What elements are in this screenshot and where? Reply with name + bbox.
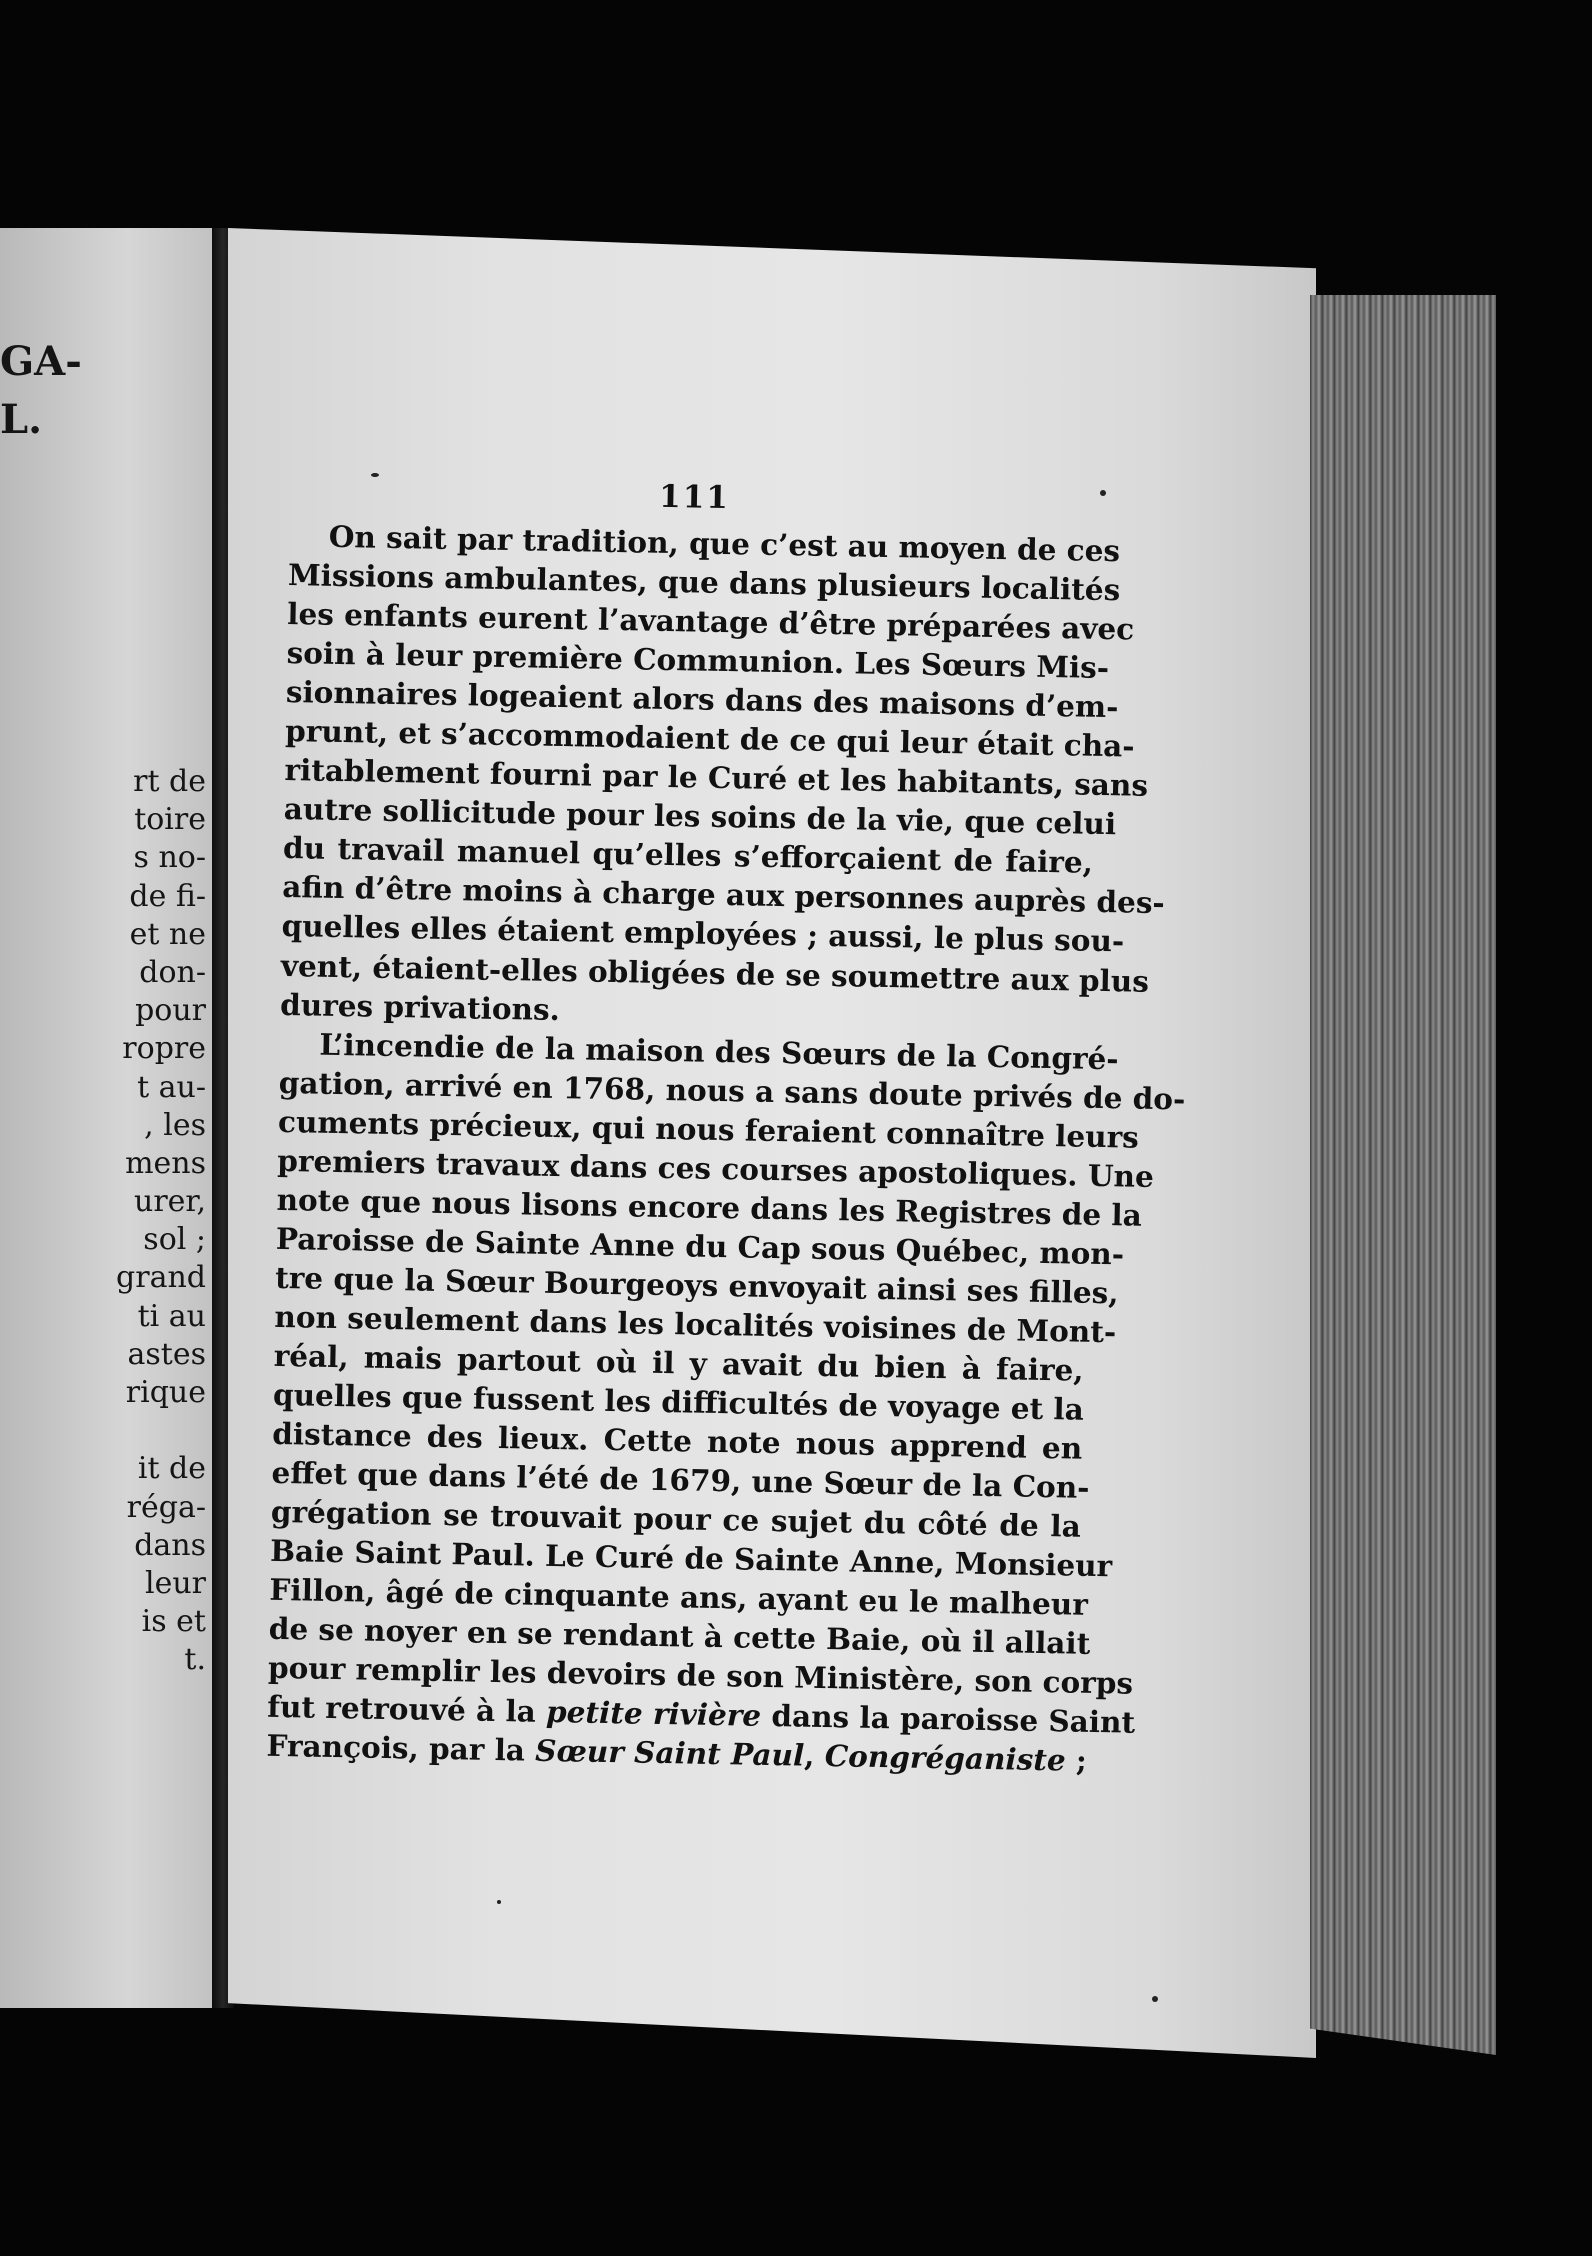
left-text-line: mens <box>125 1145 206 1181</box>
left-text-line: urer, <box>134 1184 206 1220</box>
text-line: Paroisse de Sainte Anne du Cap sous Québec, mon- <box>275 1220 1125 1272</box>
paragraph-1 <box>279 516 1166 1038</box>
ink-speck <box>497 1900 501 1904</box>
text-line: sionnaires logeaient alors dans des maisons d’em- <box>285 674 1119 725</box>
page-number: 111 <box>658 478 731 517</box>
left-facing-page <box>0 228 212 2008</box>
text-line: soin à leur première Communion. Les Sœurs Mis- <box>286 635 1110 686</box>
text-line: fut retrouvé à la petite rivière dans la paroisse Saint <box>267 1689 1136 1741</box>
text-line: autre sollicitude pour les soins de la vie, que celui <box>283 791 1117 842</box>
text-line: cuments précieux, qui nous feraient connaître leurs <box>277 1103 1140 1155</box>
left-heading-line-2: L. <box>0 396 43 443</box>
text-line: quelles elles étaient employées ; aussi, le plus sou- <box>281 908 1125 959</box>
left-text-line: , les <box>144 1107 206 1143</box>
text-line: vent, étaient-elles obligées de se soumettre aux plus <box>280 947 1150 999</box>
left-text-line: et ne <box>129 916 206 952</box>
left-text-line: t au- <box>137 1069 206 1105</box>
text-line: pour remplir les devoirs de son Ministère, son corps <box>267 1650 1134 1702</box>
text-line: réal, mais partout où il y avait du bien à faire, <box>273 1337 1084 1388</box>
left-text-line: is et <box>141 1604 206 1640</box>
text-line: gation, arrivé en 1768, nous a sans doute privés de do- <box>278 1064 1186 1117</box>
text-line: premiers travaux dans ces courses apostoliques. Une <box>277 1142 1155 1194</box>
left-text-line: sol ; <box>143 1222 206 1258</box>
left-text-line: leur <box>144 1565 206 1601</box>
left-text-line: it de <box>137 1451 206 1487</box>
left-text-line: grand <box>116 1260 206 1296</box>
paragraph-2 <box>266 1024 1186 1781</box>
page-edges <box>1310 295 1496 2055</box>
left-text-line: ropre <box>122 1031 206 1067</box>
text-line: Baie Saint Paul. Le Curé de Sainte Anne, Monsieur <box>269 1533 1113 1584</box>
text-line: de se noyer en se rendant à cette Baie, où il allait <box>268 1611 1091 1662</box>
text-line: Missions ambulantes, que dans plusieurs localités <box>287 557 1121 608</box>
text-line: les enfants eurent l’avantage d’être préparées avec <box>287 596 1135 647</box>
text-line: L’incendie de la maison des Sœurs de la Congré- <box>319 1026 1119 1076</box>
text-line: Fillon, âgé de cinquante ans, ayant eu le malheur <box>269 1572 1089 1623</box>
left-text-line: réga- <box>126 1489 206 1525</box>
text-line: note que nous lisons encore dans les Registres de la <box>276 1181 1143 1233</box>
text-line: ritablement fourni par le Curé et les habitants, sans <box>284 752 1149 804</box>
left-text-line: t. <box>184 1642 206 1678</box>
left-text-line: toire <box>134 802 206 838</box>
ink-speck <box>1152 1996 1158 2002</box>
ink-speck <box>371 473 379 477</box>
left-text-line: rt de <box>133 764 206 799</box>
text-line: non seulement dans les localités voisines de Mont- <box>274 1298 1117 1350</box>
left-text-line: pour <box>135 993 206 1029</box>
right-page-text <box>266 470 1186 1780</box>
left-text-line: astes <box>127 1336 206 1372</box>
text-line: du travail manuel qu’elles s’efforçaient de faire, <box>282 830 1094 881</box>
text-line: prunt, et s’accommodaient de ce qui leur était cha- <box>284 713 1135 764</box>
ink-speck <box>1100 490 1106 496</box>
left-heading-line-1: GA- <box>0 338 82 385</box>
text-line: quelles que fussent les difficultés de voyage et la <box>272 1376 1085 1427</box>
left-text-line: dans <box>134 1527 206 1563</box>
left-text-line: de fi- <box>129 878 206 914</box>
text-line: grégation se trouvait pour ce sujet du côté de la <box>270 1493 1082 1544</box>
text-line: tre que la Sœur Bourgeoys envoyait ainsi ses filles, <box>274 1259 1119 1311</box>
text-line: effet que dans l’été de 1679, une Sœur de la Con- <box>271 1454 1090 1505</box>
left-text-line: ti au <box>137 1298 206 1334</box>
left-text-line: s no- <box>133 840 206 876</box>
left-text-line: don- <box>139 954 206 990</box>
text-line: François, par la Sœur Saint Paul, Congréganiste ; <box>266 1728 1088 1779</box>
left-page-text <box>0 763 210 1680</box>
text-line: dures privations. <box>279 986 561 1027</box>
text-line: afin d’être moins à charge aux personnes auprès des- <box>282 869 1166 921</box>
left-text-line: rique <box>125 1375 206 1410</box>
text-line: distance des lieux. Cette note nous apprend en <box>272 1415 1083 1466</box>
text-line: On sait par tradition, que c’est au moyen de ces <box>328 518 1121 569</box>
